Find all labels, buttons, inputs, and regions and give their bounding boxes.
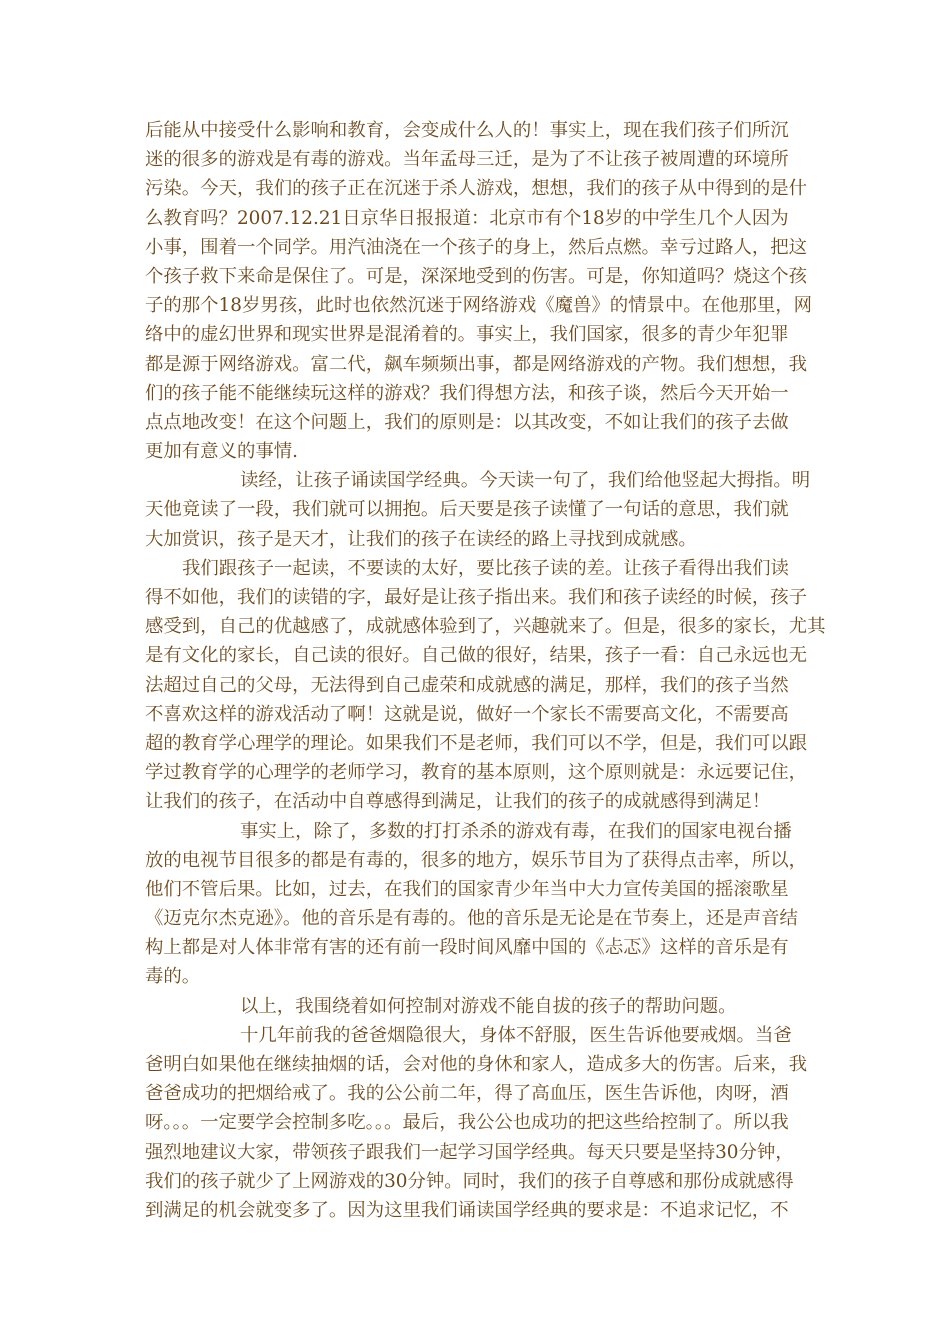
text-line: 爸爸成功的把烟给戒了。我的公公前二年，得了高血压，医生告诉他，肉呀，酒 xyxy=(145,1083,789,1105)
text-line: 大加赏识，孩子是天才，让我们的孩子在读经的路上寻找到成就感。 xyxy=(145,528,697,550)
text-line: 事实上，除了，多数的打打杀杀的游戏有毒，在我们的国家电视台播 xyxy=(240,820,792,842)
text-line: 点点地改变！在这个问题上，我们的原则是：以其改变，不如让我们的孩子去做 xyxy=(145,411,789,433)
text-line: 呀。。。一定要学会控制多吃。。。最后，我公公也成功的把这些给控制了。所以我 xyxy=(145,1112,789,1134)
text-line: 读经，让孩子诵读国学经典。今天读一句了，我们给他竖起大拇指。明 xyxy=(240,470,811,492)
text-line: 络中的虚幻世界和现实世界是混淆着的。事实上，我们国家，很多的青少年犯罪 xyxy=(145,324,789,346)
text-line: 得不如他，我们的读错的字，最好是让孩子指出来。我们和孩子读经的时候，孩子 xyxy=(145,587,808,608)
text-line: 放的电视节目很多的都是有毒的，很多的地方，娱乐节目为了获得点击率，所以， xyxy=(145,849,808,871)
text-line: 迷的很多的游戏是有毒的游戏。当年孟母三迁，是为了不让孩子被周遭的环境所 xyxy=(145,149,789,171)
text-line: 毒的。 xyxy=(145,966,201,988)
text-line: 后能从中接受什么影响和教育，会变成什么人的！事实上，现在我们孩子们所沉 xyxy=(145,120,789,141)
document-body xyxy=(145,116,826,1225)
text-line: 十几年前我的爸爸烟隐很大，身体不舒服，医生告诉他要戒烟。当爸 xyxy=(240,1024,792,1046)
text-line: 是有文化的家长，自己读的很好。自己做的很好，结果，孩子一看：自己永远也无 xyxy=(145,645,808,667)
paragraph-6 xyxy=(145,1021,817,1225)
text-line: 到满足的机会就变多了。因为这里我们诵读国学经典的要求是：不追求记忆，不 xyxy=(145,1199,789,1221)
text-line: 他们不管后果。比如，过去，在我们的国家青少年当中大力宣传美国的摇滚歌星 xyxy=(145,878,789,900)
paragraph-2 xyxy=(145,466,817,554)
text-line: 超的教育学心理学的理论。如果我们不是老师，我们可以不学，但是，我们可以跟 xyxy=(145,732,808,754)
paragraph-1 xyxy=(145,116,817,466)
text-line: 学过教育学的心理学的老师学习，教育的基本原则，这个原则就是：永远要记住， xyxy=(145,762,808,784)
text-line: 小事，围着一个同学。用汽油浇在一个孩子的身上，然后点燃。幸亏过路人，把这 xyxy=(145,236,808,258)
paragraph-3 xyxy=(145,554,826,817)
text-line: 强烈地建议大家，带领孩子跟我们一起学习国学经典。每天只要是坚持30分钟， xyxy=(145,1141,794,1163)
text-line: 我们跟孩子一起读，不要读的太好，要比孩子读的差。让孩子看得出我们读 xyxy=(182,557,789,579)
text-line: 个孩子救下来命是保住了。可是，深深地受到的伤害。可是，你知道吗？烧这个孩 xyxy=(145,265,808,287)
text-line: 不喜欢这样的游戏活动了啊！这就是说，做好一个家长不需要高文化，不需要高 xyxy=(145,703,789,725)
text-line: 都是源于网络游戏。富二代，飙车频频出事，都是网络游戏的产物。我们想想，我 xyxy=(145,353,808,375)
text-line: 构上都是对人体非常有害的还有前一段时间风靡中国的《忐忑》这样的音乐是有 xyxy=(145,937,789,959)
text-line: 们的孩子能不能继续玩这样的游戏？我们得想方法，和孩子谈，然后今天开始一 xyxy=(145,382,789,404)
text-line: 天他竟读了一段，我们就可以拥抱。后天要是孩子读懂了一句话的意思，我们就 xyxy=(145,499,789,521)
paragraph-5 xyxy=(145,992,817,1021)
paragraph-4 xyxy=(145,817,817,992)
text-line: 《迈克尔杰克逊》。他的音乐是有毒的。他的音乐是无论是在节奏上，还是声音结 xyxy=(145,908,798,930)
text-line: 感受到，自己的优越感了，成就感体验到了，兴趣就来了。但是，很多的家长，尤其 xyxy=(145,616,826,638)
text-line: 爸明白如果他在继续抽烟的话，会对他的身休和家人，造成多大的伤害。后来，我 xyxy=(145,1054,808,1075)
text-line: 让我们的孩子，在活动中自尊感得到满足，让我们的孩子的成就感得到满足！ xyxy=(145,791,771,813)
text-line: 我们的孩子就少了上网游戏的30分钟。同时，我们的孩子自尊感和那份成就感得 xyxy=(145,1170,794,1192)
text-line: 以上，我围绕着如何控制对游戏不能自拔的孩子的帮助问题。 xyxy=(240,995,737,1017)
text-line: 么教育吗？2007.12.21日京华日报报道：北京市有个18岁的中学生几个人因为 xyxy=(145,207,789,229)
text-line: 法超过自己的父母，无法得到自己虚荣和成就感的满足，那样，我们的孩子当然 xyxy=(145,674,789,696)
text-line: 子的那个18岁男孩，此时也依然沉迷于网络游戏《魔兽》的情景中。在他那里，网 xyxy=(145,295,813,317)
text-line: 污染。今天，我们的孩子正在沉迷于杀人游戏，想想，我们的孩子从中得到的是什 xyxy=(145,178,808,200)
text-line: 更加有意义的事情. xyxy=(145,441,298,463)
